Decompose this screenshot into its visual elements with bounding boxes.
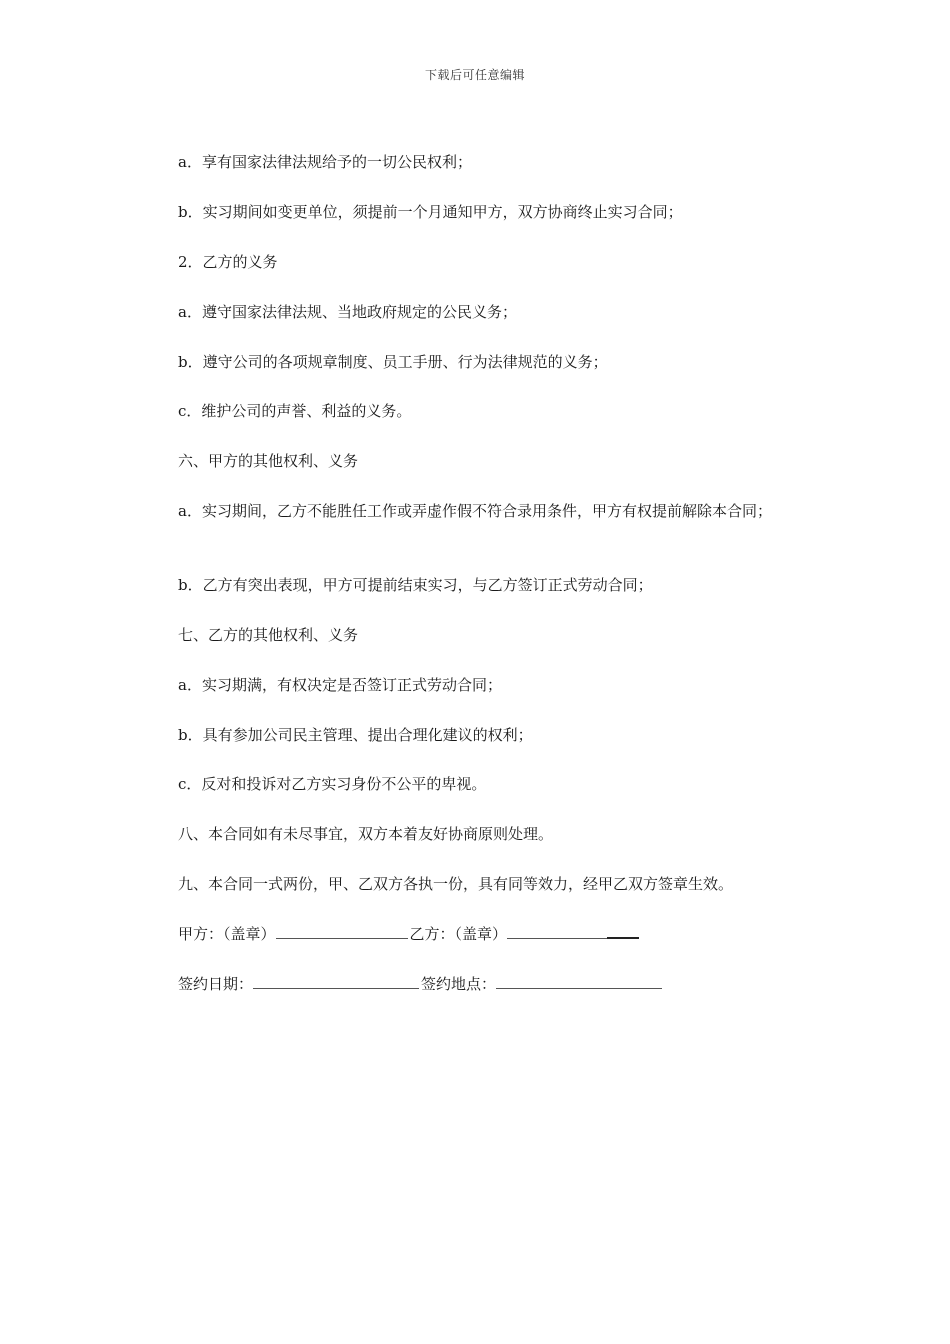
party-b-label: 乙方：（盖章） [409,925,508,943]
clause-six-a: a．实习期间，乙方不能胜任工作或弄虚作假不符合录用条件，甲方有权提前解除本合同； [178,502,772,520]
place-label: 签约地点： [421,975,497,993]
place-blank [496,974,662,989]
section-six-heading: 六、甲方的其他权利、义务 [178,452,359,470]
signature-row-date-place [178,972,664,997]
section-seven-heading: 七、乙方的其他权利、义务 [178,626,359,644]
page-header: 下载后可任意编辑 [424,68,525,82]
signature-row-parties [178,922,641,947]
party-b-seal-blank-end [607,923,639,939]
clause-seven-a: a．实习期满，有权决定是否签订正式劳动合同； [178,676,502,694]
date-label: 签约日期： [178,975,254,993]
section-party-b-obligations: 2．乙方的义务 [178,253,278,271]
section-eight: 八、本合同如有未尽事宜，双方本着友好协商原则处理。 [178,825,554,843]
party-b-seal-blank [507,924,607,939]
clause-party-b-right-a: a．享有国家法律法规给予的一切公民权利； [178,153,472,171]
clause-seven-c: c．反对和投诉对乙方实习身份不公平的卑视。 [178,775,487,793]
clause-party-b-obligation-a: a．遵守国家法律法规、当地政府规定的公民义务； [178,303,517,321]
clause-seven-b: b．具有参加公司民主管理、提出合理化建议的权利； [178,726,533,744]
clause-party-b-obligation-b: b．遵守公司的各项规章制度、员工手册、行为法律规范的义务； [178,353,608,371]
party-a-label: 甲方：（盖章） [178,925,276,943]
clause-six-b: b．乙方有突出表现，甲方可提前结束实习，与乙方签订正式劳动合同； [178,576,653,594]
party-a-seal-blank [276,924,408,939]
date-blank [253,974,419,989]
clause-party-b-obligation-c: c．维护公司的声誉、利益的义务。 [178,402,412,420]
clause-party-b-right-b: b．实习期间如变更单位，须提前一个月通知甲方，双方协商终止实习合同； [178,203,683,221]
section-nine: 九、本合同一式两份，甲、乙双方各执一份，具有同等效力，经甲乙双方签章生效。 [178,875,734,893]
